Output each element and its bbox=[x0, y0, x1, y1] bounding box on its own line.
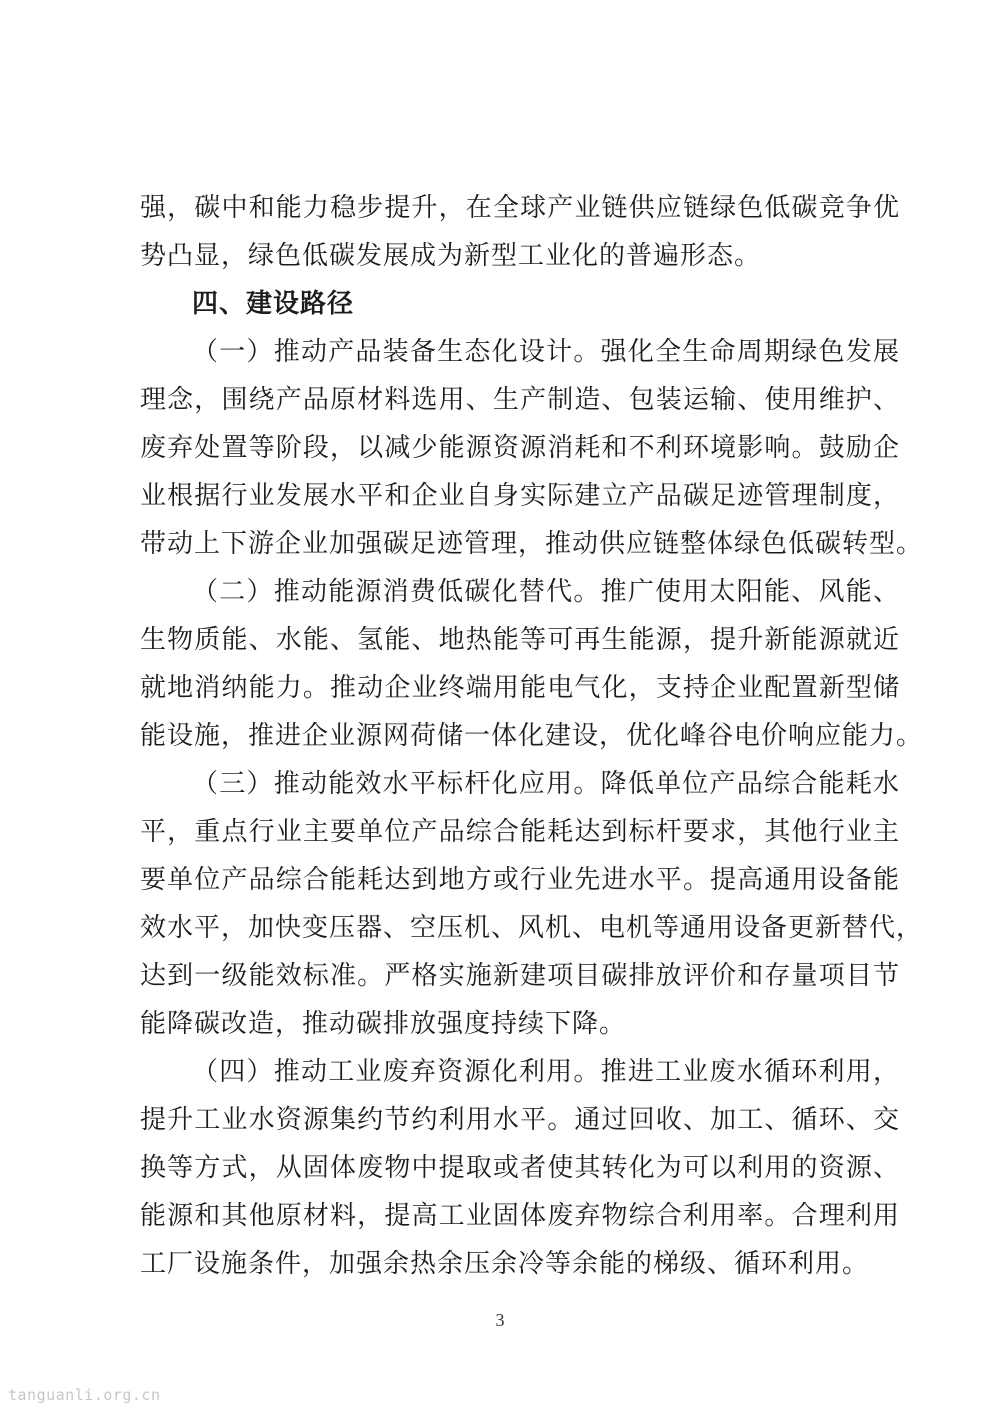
paragraph-first-line: （四）推动工业废弃资源化利用。推进工业废水循环利用， bbox=[192, 1057, 900, 1087]
text-line: 提升工业水资源集约节约利用水平。通过回收、加工、循环、交 bbox=[140, 1105, 900, 1135]
text-line: 带动上下游企业加强碳足迹管理，推动供应链整体绿色低碳转型。 bbox=[140, 529, 924, 559]
text-line: 生物质能、水能、氢能、地热能等可再生能源，提升新能源就近 bbox=[140, 625, 900, 655]
text-line: 换等方式，从固体废物中提取或者使其转化为可以利用的资源、 bbox=[140, 1153, 900, 1183]
text-line: 平，重点行业主要单位产品综合能耗达到标杆要求，其他行业主 bbox=[140, 817, 900, 847]
text-line: 效水平，加快变压器、空压机、风机、电机等通用设备更新替代， bbox=[140, 913, 924, 943]
text-line: 势凸显，绿色低碳发展成为新型工业化的普遍形态。 bbox=[140, 241, 762, 271]
text-line: 达到一级能效标准。严格实施新建项目碳排放评价和存量项目节 bbox=[140, 961, 900, 991]
text-line: 强，碳中和能力稳步提升，在全球产业链供应链绿色低碳竞争优 bbox=[140, 193, 900, 223]
page-number: 3 bbox=[495, 1310, 505, 1330]
text-line: 能降碳改造，推动碳排放强度持续下降。 bbox=[140, 1009, 627, 1039]
text-line: 理念，围绕产品原材料选用、生产制造、包装运输、使用维护、 bbox=[140, 385, 900, 415]
paragraph-first-line: （一）推动产品装备生态化设计。强化全生命周期绿色发展 bbox=[192, 337, 900, 367]
text-line: 要单位产品综合能耗达到地方或行业先进水平。提高通用设备能 bbox=[140, 865, 900, 895]
text-line: 就地消纳能力。推动企业终端用能电气化，支持企业配置新型储 bbox=[140, 673, 900, 703]
paragraph-first-line: （二）推动能源消费低碳化替代。推广使用太阳能、风能、 bbox=[192, 577, 900, 607]
text-line: 工厂设施条件，加强余热余压余冷等余能的梯级、循环利用。 bbox=[140, 1249, 870, 1279]
paragraph-first-line: （三）推动能效水平标杆化应用。降低单位产品综合能耗水 bbox=[192, 769, 900, 799]
text-line: 废弃处置等阶段，以减少能源资源消耗和不利环境影响。鼓励企 bbox=[140, 433, 900, 463]
section-heading: 四、建设路径 bbox=[192, 289, 355, 319]
text-line: 能设施，推进企业源网荷储一体化建设，优化峰谷电价响应能力。 bbox=[140, 721, 924, 751]
text-line: 业根据行业发展水平和企业自身实际建立产品碳足迹管理制度， bbox=[140, 481, 900, 511]
text-line: 能源和其他原材料，提高工业固体废弃物综合利用率。合理利用 bbox=[140, 1201, 900, 1231]
watermark: tanguanli.org.cn bbox=[8, 1386, 161, 1404]
